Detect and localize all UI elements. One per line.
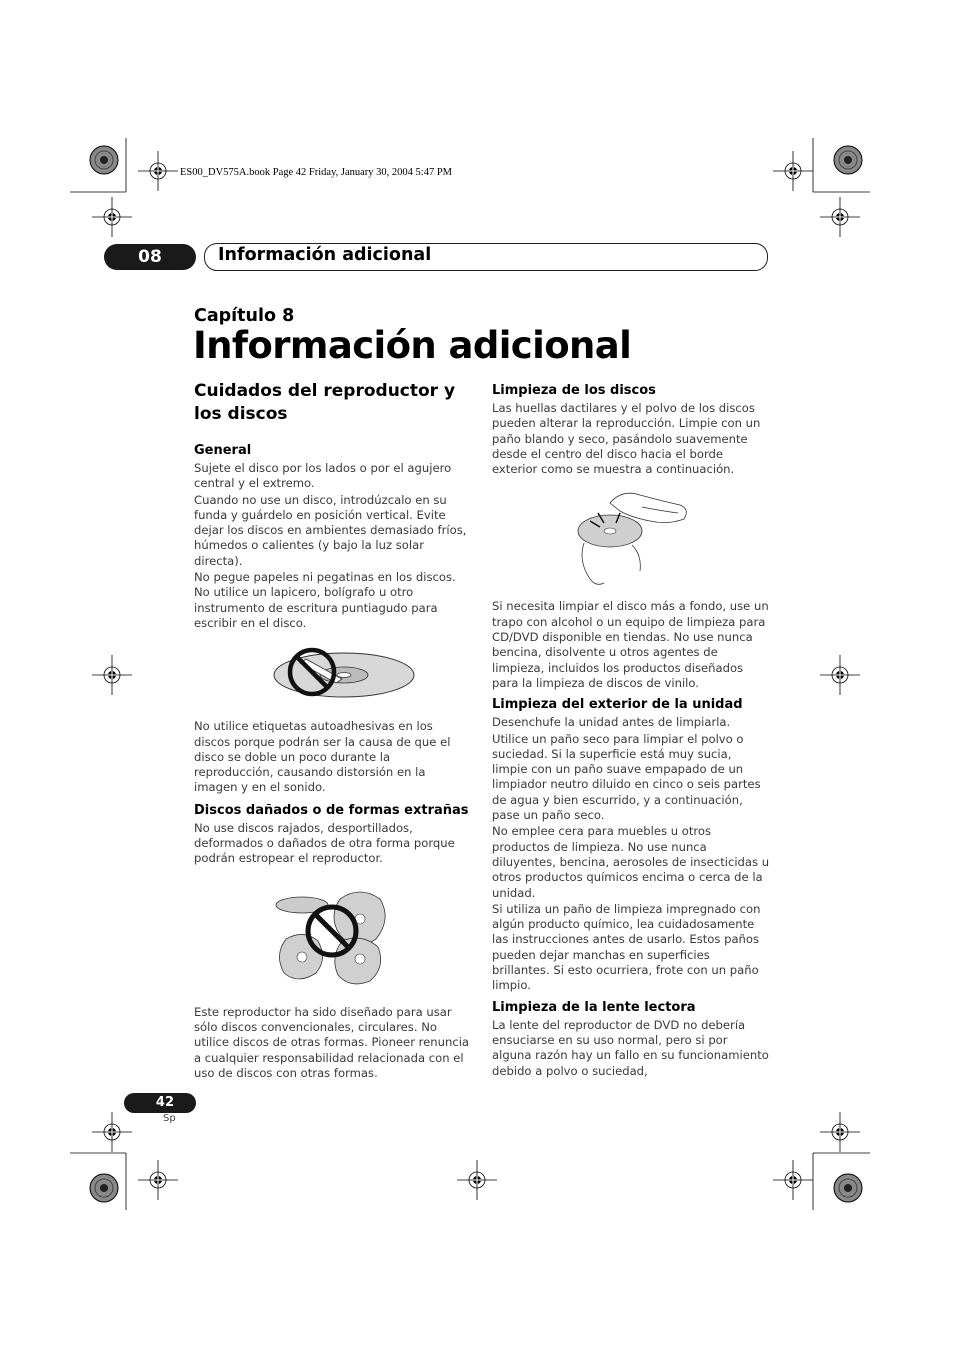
right-column bbox=[492, 380, 770, 1079]
damaged-paragraph-2: Este reproductor ha sido diseñado para usar sólo discos convencionales, circulares. No utilice discos de otras formas. Pioneer renuncia a cualquier responsabilidad relacionada con el uso de discos con otras formas. bbox=[194, 1004, 470, 1080]
cleaning-discs-heading: Limpieza de los discos bbox=[492, 383, 656, 398]
chapter-label: Capítulo 8 bbox=[194, 306, 295, 326]
page-title: Información adicional bbox=[193, 324, 632, 367]
section-title: Cuidados del reproductor y los discos bbox=[194, 381, 456, 424]
general-heading: General bbox=[194, 443, 252, 458]
cleaning-discs-paragraph-2: Si necesita limpiar el disco más a fondo, use un trapo con alcohol o un equipo de limpieza para CD/DVD disponible en tiendas. No use nunca bencina, disolvente u otros agentes de limpieza, incluidos los productos diseñados para la limpieza de discos de vinilo. bbox=[492, 599, 769, 690]
exterior-paragraph-1: Desenchufe la unidad antes de limpiarla. bbox=[492, 715, 731, 730]
general-paragraph-1: Sujete el disco por los lados o por el agujero central y el extremo. bbox=[194, 461, 452, 491]
lens-cleaning-heading: Limpieza de la lente lectora bbox=[492, 999, 696, 1015]
chapter-header-title: Información adicional bbox=[218, 245, 432, 265]
page-number: 42 bbox=[155, 1095, 174, 1110]
no-odd-shaped-discs-icon bbox=[194, 881, 470, 1005]
page-language: Sp bbox=[163, 1113, 176, 1124]
damaged-paragraph-1: No use discos rajados, desportillados, deformados o dañados de otra forma porque podrán estropear el reproductor. bbox=[194, 820, 455, 866]
chapter-header-bar bbox=[204, 243, 768, 271]
exterior-paragraph-4: Si utiliza un paño de limpieza impregnado con algún producto químico, lea cuidadosamente las instrucciones antes de usarlo. Estos paños pueden dejar manchas en superficies brillantes. Si esto ocurriera, frote con un paño limpio. bbox=[492, 901, 761, 993]
wiping-disc-icon bbox=[492, 483, 770, 597]
general-paragraph-3: No pegue papeles ni pegatinas en los discos. No utilice un lapicero, bolígrafo u otro instrumento de escritura puntiagudo para escribir en el disco. bbox=[194, 570, 456, 630]
exterior-cleaning-heading: Limpieza del exterior de la unidad bbox=[492, 697, 743, 713]
damaged-discs-heading: Discos dañados o de formas extrañas bbox=[194, 802, 469, 818]
odd-shaped-discs-illustration bbox=[194, 881, 470, 1005]
general-paragraph-2: Cuando no use un disco, introdúzcalo en su funda y guárdelo en posición vertical. Evite dejar los discos en ambientes demasiado fríos, húmedos o calientes (y bajo la luz solar directa). bbox=[194, 492, 467, 568]
lens-paragraph-1: La lente del reproductor de DVD no debería ensuciarse en su uso normal, pero si por alguna razón hay un fallo en su funcionamiento debido a polvo o suciedad, bbox=[492, 1017, 769, 1078]
exterior-paragraph-3: No emplee cera para muebles u otros productos de limpieza. No use nunca diluyentes, bencina, aerosoles de insecticidas u otros productos químicos encima o cerca de la unidad. bbox=[492, 824, 770, 900]
cleaning-discs-paragraph-1: Las huellas dactilares y el polvo de los discos pueden alterar la reproducción. Limpie con un paño blando y seco, pasándolo suavemente desde el centro del disco hacia el borde exterior como se muestra a continuación. bbox=[492, 401, 761, 477]
chapter-number-badge: 08 bbox=[104, 244, 196, 270]
file-info: ES00_DV575A.book Page 42 Friday, January 30, 2004 5:47 PM bbox=[180, 167, 453, 178]
disc-cleaning-illustration bbox=[492, 483, 770, 597]
general-paragraph-4: No utilice etiquetas autoadhesivas en los discos porque podrán ser la causa de que el disco se doble un poco durante la reproducción, causando distorsión en la imagen y en el sonido. bbox=[194, 719, 451, 795]
page-number-badge bbox=[124, 1093, 196, 1113]
left-column bbox=[194, 380, 470, 1081]
no-writing-illustration bbox=[194, 639, 470, 719]
no-writing-on-disc-icon bbox=[194, 639, 470, 719]
exterior-paragraph-2: Utilice un paño seco para limpiar el polvo o suciedad. Si la superficie está muy sucia, limpie con un paño suave empapado de un limpiador neutro diluido en cinco o seis partes de agua y bien escurrido, y a continuación, pase un paño seco. bbox=[492, 731, 761, 823]
